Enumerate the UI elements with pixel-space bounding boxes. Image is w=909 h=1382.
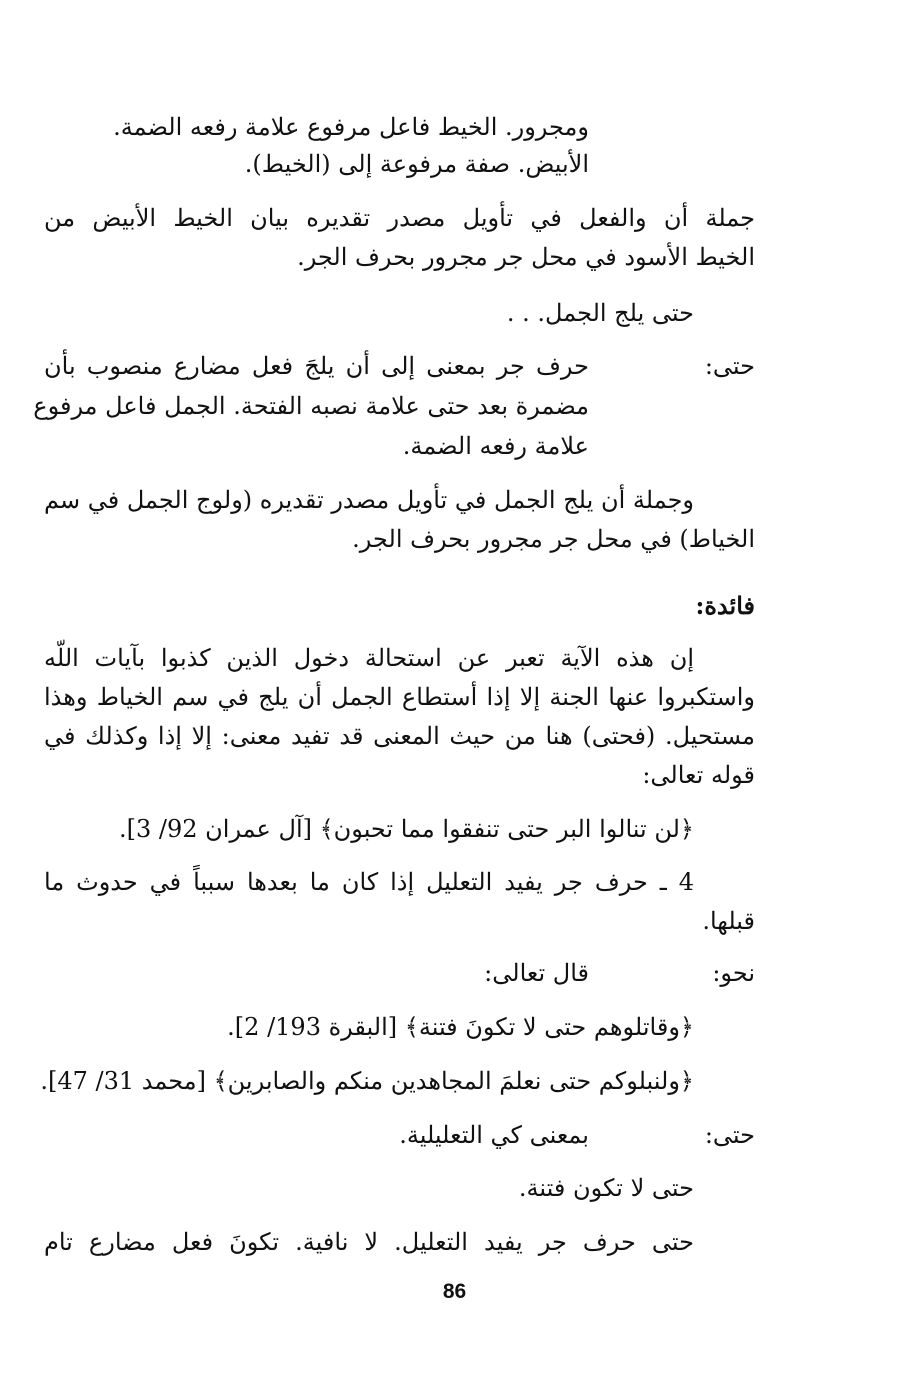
text-line: حرف جر بمعنى إلى أن يلجَ فعل مضارع منصوب بأن <box>44 352 589 380</box>
quran-verse: ﴿وقاتلوهم حتى لا تكونَ فتنة﴾ [البقرة 193/ 2]. <box>227 1013 694 1041</box>
text-line: ومجرور. الخيط فاعل مرفوع علامة رفعه الضمة. <box>113 113 589 141</box>
text-line: علامة رفعه الضمة. <box>402 432 589 460</box>
page-number: 86 <box>442 1280 467 1303</box>
text-line: مضمرة بعد حتى علامة نصبه الفتحة. الجمل فاعل مرفوع <box>33 392 589 420</box>
term-label: حتى: <box>704 352 755 380</box>
text-line: الأبيض. صفة مرفوعة إلى (الخيط). <box>244 150 589 178</box>
text-line: واستكبروا عنها الجنة إلا إذا أستطاع الجمل أن يلج في سم الخياط وهذا <box>44 683 755 711</box>
text-line: قوله تعالى: <box>642 761 755 789</box>
text-line: الخيط الأسود في محل جر مجرور بحرف الجر. <box>297 243 755 271</box>
text-line: جملة أن والفعل في تأويل مصدر تقديره بيان الخيط الأبيض من <box>44 204 755 232</box>
text-line: قبلها. <box>702 907 755 935</box>
text-line: حتى يلج الجمل. . . <box>506 299 694 327</box>
text-line: 4 ـ حرف جر يفيد التعليل إذا كان ما بعدها سبباً في حدوث ما <box>44 868 694 896</box>
text-line: حتى حرف جر يفيد التعليل. لا نافية. تكونَ فعل مضارع تام <box>44 1228 694 1256</box>
text-line: مستحيل. (فحتى) هنا من حيث المعنى قد تفيد معنى: إلا إذا وكذلك في <box>44 722 755 750</box>
text-line: وجملة أن يلج الجمل في تأويل مصدر تقديره (ولوج الجمل في سم <box>44 486 694 514</box>
quran-verse: ﴿لن تنالوا البر حتى تنفقوا مما تحبون﴾ [آل عمران 92/ 3]. <box>118 815 694 843</box>
text-line: إن هذه الآية تعبر عن استحالة دخول الذين كذبوا بآيات اللّه <box>44 644 694 672</box>
text-line: بمعنى كي التعليلية. <box>399 1121 589 1149</box>
term-label: نحو: <box>712 959 755 987</box>
text-line: قال تعالى: <box>484 959 589 987</box>
text-line: حتى لا تكون فتنة. <box>518 1174 694 1202</box>
text-line: الخياط) في محل جر مجرور بحرف الجر. <box>352 525 755 553</box>
term-label: حتى: <box>704 1121 755 1149</box>
section-heading: فائدة: <box>695 591 755 620</box>
quran-verse: ﴿ولنبلوكم حتى نعلمَ المجاهدين منكم والصابرين﴾ [محمد 31/ 47]. <box>40 1067 694 1095</box>
